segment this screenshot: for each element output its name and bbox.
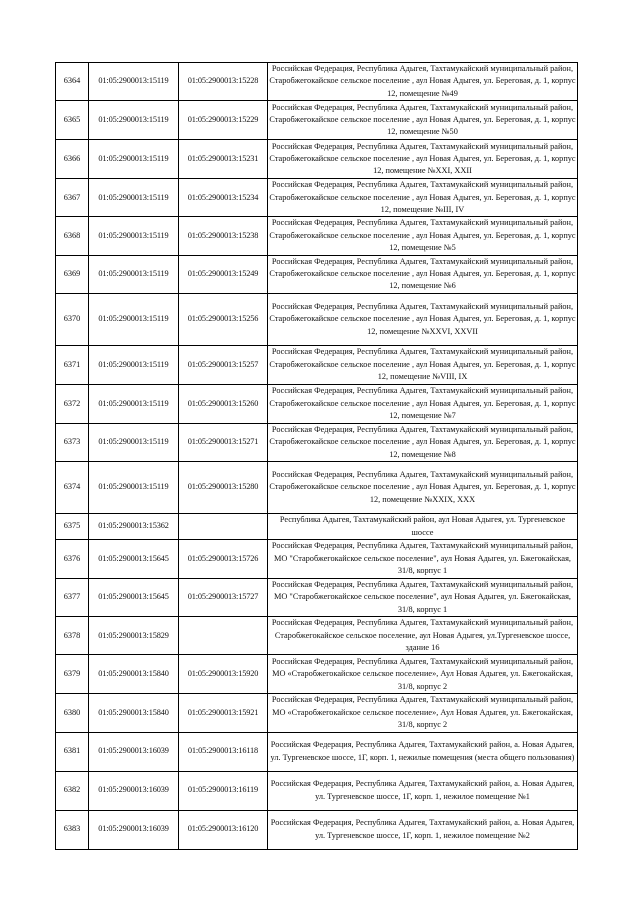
premises-cadastral-number: 01:05:2900013:15727 (179, 578, 268, 616)
address: Российская Федерация, Республика Адыгея, Тахтамукайский муниципальный район, Старобжегокайское сельское поселение , аул Новая Адыгея, ул. Береговая, д. 1, корпус 12, помещение №5 (268, 217, 578, 255)
premises-cadastral-number: 01:05:2900013:15234 (179, 179, 268, 217)
land-plot-cadastral-number: 01:05:2900013:15645 (89, 578, 179, 616)
row-number: 6366 (56, 140, 89, 179)
address: Российская Федерация, Республика Адыгея, Тахтамукайский муниципальный район, Старобжегокайское сельское поселение , аул Новая Адыгея, ул. Береговая, д. 1, корпус 12, помещение №49 (268, 63, 578, 101)
address: Республика Адыгея, Тахтамукайский район, аул Новая Адыгея, ул. Тургеневское шоссе (268, 514, 578, 540)
table-row (56, 179, 578, 217)
row-number: 6381 (56, 732, 89, 771)
premises-cadastral-number: 01:05:2900013:15257 (179, 345, 268, 384)
premises-cadastral-number: 01:05:2900013:15726 (179, 539, 268, 578)
land-plot-cadastral-number: 01:05:2900013:15119 (89, 462, 179, 514)
row-number: 6383 (56, 810, 89, 849)
address: Российская Федерация, Республика Адыгея, Тахтамукайский район, а. Новая Адыгея, ул. Тургеневское шоссе, 1Г, корп. 1, нежилые помещения (места общего пользования) (268, 732, 578, 771)
table-row (56, 345, 578, 384)
land-plot-cadastral-number: 01:05:2900013:15119 (89, 345, 179, 384)
land-plot-cadastral-number: 01:05:2900013:15119 (89, 101, 179, 140)
table-row (56, 217, 578, 255)
row-number: 6374 (56, 462, 89, 514)
table-row (56, 694, 578, 732)
table-row (56, 384, 578, 423)
table-row (56, 101, 578, 140)
address: Российская Федерация, Республика Адыгея, Тахтамукайский муниципальный район, Старобжегокайское сельское поселение , аул Новая Адыгея, ул. Береговая, д. 1, корпус 12, помещение №50 (268, 101, 578, 140)
row-number: 6371 (56, 345, 89, 384)
table-row (56, 514, 578, 540)
table-row (56, 810, 578, 849)
land-plot-cadastral-number: 01:05:2900013:16039 (89, 810, 179, 849)
address: Российская Федерация, Республика Адыгея, Тахтамукайский муниципальный район, Старобжегокайское сельское поселение , аул Новая Адыгея, ул. Береговая, д. 1, корпус 12, помещение №7 (268, 384, 578, 423)
row-number: 6377 (56, 578, 89, 616)
premises-cadastral-number: 01:05:2900013:15921 (179, 694, 268, 732)
table-row (56, 771, 578, 810)
address: Российская Федерация, Республика Адыгея, Тахтамукайский муниципальный район, Старобжегокайское сельское поселение , аул Новая Адыгея, ул. Береговая, д. 1, корпус 12, помещение №VIII, IX (268, 345, 578, 384)
row-number: 6373 (56, 423, 89, 461)
address: Российская Федерация, Республика Адыгея, Тахтамукайский муниципальный район, Старобжегокайское сельское поселение , аул Новая Адыгея, ул. Береговая, д. 1, корпус 12, помещение №XXVI, XXVII (268, 293, 578, 345)
table-row (56, 732, 578, 771)
land-plot-cadastral-number: 01:05:2900013:15119 (89, 63, 179, 101)
table-row (56, 617, 578, 655)
address: Российская Федерация, Республика Адыгея, Тахтамукайский район, а. Новая Адыгея, ул. Тургеневское шоссе, 1Г, корп. 1, нежилое помещение №1 (268, 771, 578, 810)
premises-cadastral-number: 01:05:2900013:15256 (179, 293, 268, 345)
table-row (56, 578, 578, 616)
row-number: 6368 (56, 217, 89, 255)
land-plot-cadastral-number: 01:05:2900013:16039 (89, 771, 179, 810)
premises-cadastral-number: 01:05:2900013:15249 (179, 255, 268, 293)
address: Российская Федерация, Республика Адыгея, Тахтамукайский район, а. Новая Адыгея, ул. Тургеневское шоссе, 1Г, корп. 1, нежилое помещение №2 (268, 810, 578, 849)
land-plot-cadastral-number: 01:05:2900013:15119 (89, 255, 179, 293)
premises-cadastral-number: 01:05:2900013:15228 (179, 63, 268, 101)
land-plot-cadastral-number: 01:05:2900013:15645 (89, 539, 179, 578)
premises-cadastral-number: 01:05:2900013:15238 (179, 217, 268, 255)
land-plot-cadastral-number: 01:05:2900013:15119 (89, 384, 179, 423)
table-row (56, 63, 578, 101)
cadastral-table-body (56, 63, 578, 850)
premises-cadastral-number: 01:05:2900013:15271 (179, 423, 268, 461)
premises-cadastral-number: 01:05:2900013:15920 (179, 655, 268, 694)
row-number: 6364 (56, 63, 89, 101)
address: Российская Федерация, Республика Адыгея, Тахтамукайский муниципальный район, Старобжегокайское сельское поселение , аул Новая Адыгея, ул. Береговая, д. 1, корпус 12, помещение №III, IV (268, 179, 578, 217)
address: Российская Федерация, Республика Адыгея, Тахтамукайский муниципальный район, Старобжегокайское сельское поселение , аул Новая Адыгея, ул. Береговая, д. 1, корпус 12, помещение №XXIX, XXX (268, 462, 578, 514)
land-plot-cadastral-number: 01:05:2900013:15119 (89, 179, 179, 217)
premises-cadastral-number: 01:05:2900013:16119 (179, 771, 268, 810)
land-plot-cadastral-number: 01:05:2900013:15119 (89, 217, 179, 255)
row-number: 6380 (56, 694, 89, 732)
row-number: 6378 (56, 617, 89, 655)
premises-cadastral-number (179, 514, 268, 540)
row-number: 6376 (56, 539, 89, 578)
address: Российская Федерация, Республика Адыгея, Тахтамукайский муниципальный район, МО "Старобжегокайское сельское поселение", аул Новая Адыгея, ул. Бжегокайская, 31/8, корпус 1 (268, 578, 578, 616)
table-row (56, 655, 578, 694)
row-number: 6370 (56, 293, 89, 345)
address: Российская Федерация, Республика Адыгея, Тахтамукайский муниципальный район, Старобжегокайское сельское поселение , аул Новая Адыгея, ул. Береговая, д. 1, корпус 12, помещение №8 (268, 423, 578, 461)
row-number: 6367 (56, 179, 89, 217)
cadastral-table (55, 62, 578, 850)
address: Российская Федерация, Республика Адыгея, Тахтамукайский муниципальный район, МО "Старобжегокайское сельское поселение", аул Новая Адыгея, ул. Бжегокайская, 31/8, корпус 1 (268, 539, 578, 578)
address: Российская Федерация, Республика Адыгея, Тахтамукайский муниципальный район, Старобжегокайское сельское поселение , аул Новая Адыгея, ул. Береговая, д. 1, корпус 12, помещение №XXI, XXII (268, 140, 578, 179)
premises-cadastral-number: 01:05:2900013:16120 (179, 810, 268, 849)
land-plot-cadastral-number: 01:05:2900013:15119 (89, 140, 179, 179)
premises-cadastral-number: 01:05:2900013:16118 (179, 732, 268, 771)
row-number: 6372 (56, 384, 89, 423)
row-number: 6369 (56, 255, 89, 293)
table-row (56, 140, 578, 179)
table-row (56, 255, 578, 293)
table-row (56, 423, 578, 461)
land-plot-cadastral-number: 01:05:2900013:15840 (89, 694, 179, 732)
row-number: 6375 (56, 514, 89, 540)
address: Российская Федерация, Республика Адыгея, Тахтамукайский муниципальный район, МО «Старобжегокайское сельское поселение», Аул Новая Адыгея, ул. Бжегокайская, 31/8, корпус 2 (268, 655, 578, 694)
land-plot-cadastral-number: 01:05:2900013:15119 (89, 293, 179, 345)
premises-cadastral-number: 01:05:2900013:15260 (179, 384, 268, 423)
address: Российская Федерация, Республика Адыгея, Тахтамукайский муниципальный район, МО «Старобжегокайское сельское поселение», Аул Новая Адыгея, ул. Бжегокайская, 31/8, корпус 2 (268, 694, 578, 732)
land-plot-cadastral-number: 01:05:2900013:15362 (89, 514, 179, 540)
premises-cadastral-number (179, 617, 268, 655)
premises-cadastral-number: 01:05:2900013:15280 (179, 462, 268, 514)
land-plot-cadastral-number: 01:05:2900013:15840 (89, 655, 179, 694)
table-row (56, 539, 578, 578)
land-plot-cadastral-number: 01:05:2900013:15829 (89, 617, 179, 655)
premises-cadastral-number: 01:05:2900013:15231 (179, 140, 268, 179)
premises-cadastral-number: 01:05:2900013:15229 (179, 101, 268, 140)
land-plot-cadastral-number: 01:05:2900013:15119 (89, 423, 179, 461)
row-number: 6379 (56, 655, 89, 694)
row-number: 6365 (56, 101, 89, 140)
row-number: 6382 (56, 771, 89, 810)
address: Российская Федерация, Республика Адыгея, Тахтамукайский муниципальный район, Старобжегокайское сельское поселение, аул Новая Адыгея, ул.Тургеневское шоссе, здание 16 (268, 617, 578, 655)
table-row (56, 462, 578, 514)
address: Российская Федерация, Республика Адыгея, Тахтамукайский муниципальный район, Старобжегокайское сельское поселение , аул Новая Адыгея, ул. Береговая, д. 1, корпус 12, помещение №6 (268, 255, 578, 293)
land-plot-cadastral-number: 01:05:2900013:16039 (89, 732, 179, 771)
table-row (56, 293, 578, 345)
